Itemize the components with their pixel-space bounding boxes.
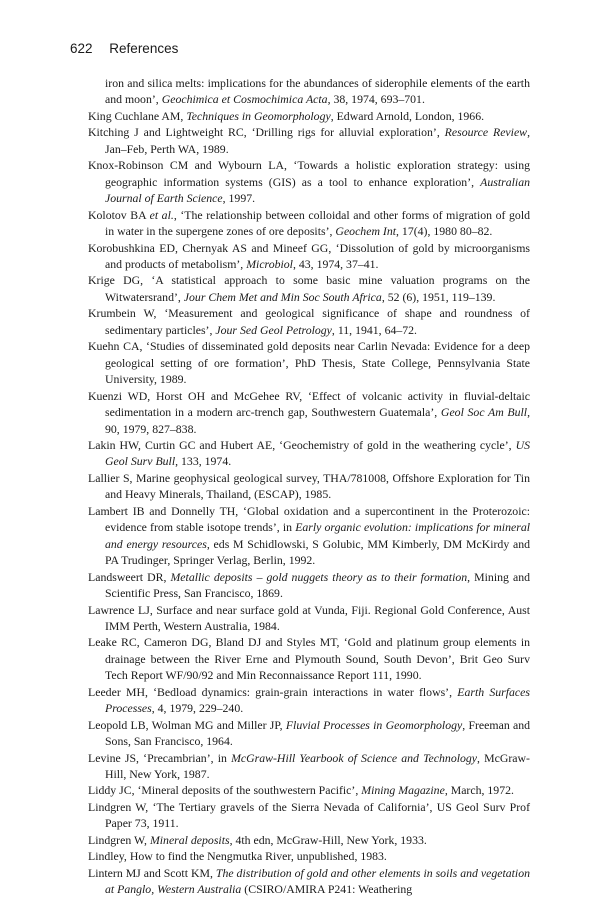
- reference-text: Leake RC, Cameron DG, Bland DJ and Styles MT, ‘Gold and platinum group elements in drainage between the River Erne and Plymouth Sound, South Devon’, Brit Geo Surv Tech Report WF/90/92 and Min Reconnaissance Report 111, 1990.: [88, 635, 530, 683]
- reference-text: Levine JS, ‘Precambrian’, in: [88, 750, 232, 765]
- reference-text: , Jan–Feb, Perth WA, 1989.: [105, 125, 531, 156]
- reference-italic-text: Fluvial Processes in Geomorphology: [285, 717, 463, 732]
- reference-italic-text: Jour Sed Geol Petrology: [215, 322, 332, 337]
- reference-italic-text: Metallic deposits – gold nuggets theory as to their formation: [170, 569, 468, 584]
- reference-text: King Cuchlane AM,: [88, 108, 187, 123]
- reference-entry: [88, 388, 530, 437]
- reference-italic-text: Mining Magazine: [361, 783, 445, 798]
- reference-text: , Mining and Scientific Press, San Francisco, 1869.: [105, 569, 530, 601]
- reference-italic-text: US Geol Surv Bull: [105, 437, 530, 469]
- reference-italic-text: Mineral deposits: [149, 832, 230, 847]
- reference-text: , 17(4), 1980 80–82.: [396, 224, 493, 239]
- reference-text: Kolotov BA: [88, 207, 150, 222]
- reference-italic-text: Geochimica et Cosmochimica Acta: [161, 92, 328, 107]
- reference-text: , Freeman and Sons, San Francisco, 1964.: [105, 717, 530, 749]
- reference-text: , ‘The relationship between colloidal and other forms of migration of gold in water in the supergene zones of ore deposits’,: [105, 207, 530, 239]
- reference-italic-text: Early organic evolution: implications for mineral and energy resources: [105, 520, 530, 551]
- reference-entry: [88, 124, 530, 157]
- reference-entry: [88, 470, 530, 503]
- reference-text: Lintern MJ and Scott KM,: [88, 865, 216, 880]
- reference-text: Lindgren W,: [88, 832, 150, 847]
- reference-text: Krige DG, ‘A statistical approach to some basic mine valuation programs on the Witwatersrand’,: [88, 273, 530, 304]
- reference-italic-text: The distribution of gold and other elements in soils and vegetation at Panglo, Western Australia: [105, 865, 530, 897]
- reference-italic-text: Microbiol: [246, 256, 293, 271]
- reference-text: , 133, 1974.: [175, 454, 232, 469]
- reference-text: , eds M Schidlowski, S Golubic, MM Kimberly, DM McKirdy and PA Trudinger, Springer Verlag, Berlin, 1992.: [105, 536, 530, 568]
- reference-text: , 38, 1974, 693–701.: [327, 92, 425, 107]
- reference-text: , 11, 1941, 64–72.: [331, 322, 418, 337]
- reference-entry: [88, 569, 530, 602]
- reference-italic-text: Resource Review: [444, 125, 528, 140]
- reference-text: Lindgren W, ‘The Tertiary gravels of the Sierra Nevada of California’, US Geol Surv Prof Paper 73, 1911.: [88, 799, 530, 831]
- reference-italic-text: Geochem Int: [335, 224, 397, 239]
- reference-entry: [88, 684, 530, 717]
- reference-italic-text: Australian Journal of Earth Science: [105, 174, 530, 206]
- reference-entry: [88, 108, 530, 124]
- reference-entry: [88, 799, 530, 832]
- reference-entry: [88, 305, 530, 338]
- reference-text: Lallier S, Marine geophysical geological survey, THA/781008, Offshore Exploration for Tin and Heavy Minerals, Thailand, (ESCAP), 1985.: [88, 470, 530, 502]
- reference-entry: [88, 782, 530, 798]
- reference-continuation: [88, 75, 530, 108]
- reference-entry: [88, 240, 530, 273]
- reference-text: Lawrence LJ, Surface and near surface gold at Vunda, Fiji. Regional Gold Conference, Aust IMM Perth, Western Australia, 1984.: [88, 602, 530, 633]
- reference-text: Leeder MH, ‘Bedload dynamics: grain-grain interactions in water flows’,: [88, 684, 458, 699]
- reference-text: Kuenzi WD, Horst OH and McGehee RV, ‘Effect of volcanic activity in fluvial-deltaic sedimentation in a modern arc-trench gap, Southwestern Guatemala’,: [88, 388, 530, 420]
- reference-text: , 4th edn, McGraw-Hill, New York, 1933.: [229, 832, 427, 847]
- reference-entry: [88, 750, 530, 783]
- reference-italic-text: Techniques in Geomorphology: [186, 108, 331, 123]
- reference-entry: [88, 865, 530, 898]
- reference-text: Knox-Robinson CM and Wybourn LA, ‘Towards a holistic exploration strategy: using geographic information systems (GIS) as a tool to enhance exploration’,: [88, 158, 530, 189]
- reference-text: , McGraw-Hill, New York, 1987.: [105, 750, 530, 782]
- reference-entry: [88, 848, 530, 864]
- reference-entry: [88, 717, 530, 750]
- reference-text: , March, 1972.: [444, 783, 514, 798]
- reference-text: iron and silica melts: implications for the abundances of siderophile elements of the earth and moon’,: [105, 76, 530, 107]
- reference-entry: [88, 503, 530, 569]
- reference-italic-text: et al.: [149, 207, 174, 222]
- reference-italic-text: Geol Soc Am Bull: [440, 405, 528, 420]
- reference-text: (CSIRO/AMIRA P241: Weathering: [241, 882, 413, 897]
- reference-entry: [88, 437, 530, 470]
- reference-text: , Edward Arnold, London, 1966.: [330, 108, 485, 123]
- reference-text: Lambert IB and Donnelly TH, ‘Global oxidation and a supercontinent in the Proterozoic: evidence from stable isotope trends’, in: [88, 503, 530, 535]
- page-number: 622: [70, 41, 93, 56]
- reference-list: [88, 75, 530, 898]
- reference-italic-text: McGraw-Hill Yearbook of Science and Technology: [231, 750, 478, 765]
- reference-entry: [88, 157, 530, 206]
- reference-entry: [88, 338, 530, 387]
- reference-text: , 52 (6), 1951, 119–139.: [381, 289, 496, 304]
- reference-text: Lindley, How to find the Nengmutka River, unpublished, 1983.: [88, 849, 387, 864]
- reference-text: Liddy JC, ‘Mineral deposits of the southwestern Pacific’,: [88, 783, 362, 798]
- reference-text: Landsweert DR,: [88, 569, 171, 584]
- reference-text: Lakin HW, Curtin GC and Hubert AE, ‘Geochemistry of gold in the weathering cycle’,: [88, 437, 516, 452]
- reference-text: Leopold LB, Wolman MG and Miller JP,: [88, 717, 286, 732]
- reference-text: , 4, 1979, 229–240.: [151, 701, 244, 716]
- section-title: References: [109, 41, 179, 56]
- reference-text: Krumbein W, ‘Measurement and geological significance of shape and roundness of sedimentary particles’,: [88, 306, 530, 337]
- reference-text: Korobushkina ED, Chernyak AS and Mineef GG, ‘Dissolution of gold by microorganisms and products of metabolism’,: [88, 240, 530, 271]
- reference-italic-text: Earth Surfaces Processes: [105, 684, 530, 716]
- reference-entry: [88, 602, 530, 635]
- reference-italic-text: Jour Chem Met and Min Soc South Africa: [183, 289, 382, 304]
- reference-text: , 90, 1979, 827–838.: [105, 405, 531, 436]
- reference-text: , 43, 1974, 37–41.: [292, 256, 379, 271]
- reference-text: Kuehn CA, ‘Studies of disseminated gold deposits near Carlin Nevada: Evidence for a deep geological setting of ore formation’, PhD Thesis, State College, Pennsylvania State University, 1989.: [88, 339, 530, 387]
- reference-entry: [88, 272, 530, 305]
- reference-entry: [88, 207, 530, 240]
- reference-entry: [88, 832, 530, 848]
- reference-text: Kitching J and Lightweight RC, ‘Drilling rigs for alluvial exploration’,: [88, 125, 445, 140]
- running-head: [70, 41, 178, 56]
- reference-entry: [88, 634, 530, 683]
- reference-text: , 1997.: [222, 191, 256, 206]
